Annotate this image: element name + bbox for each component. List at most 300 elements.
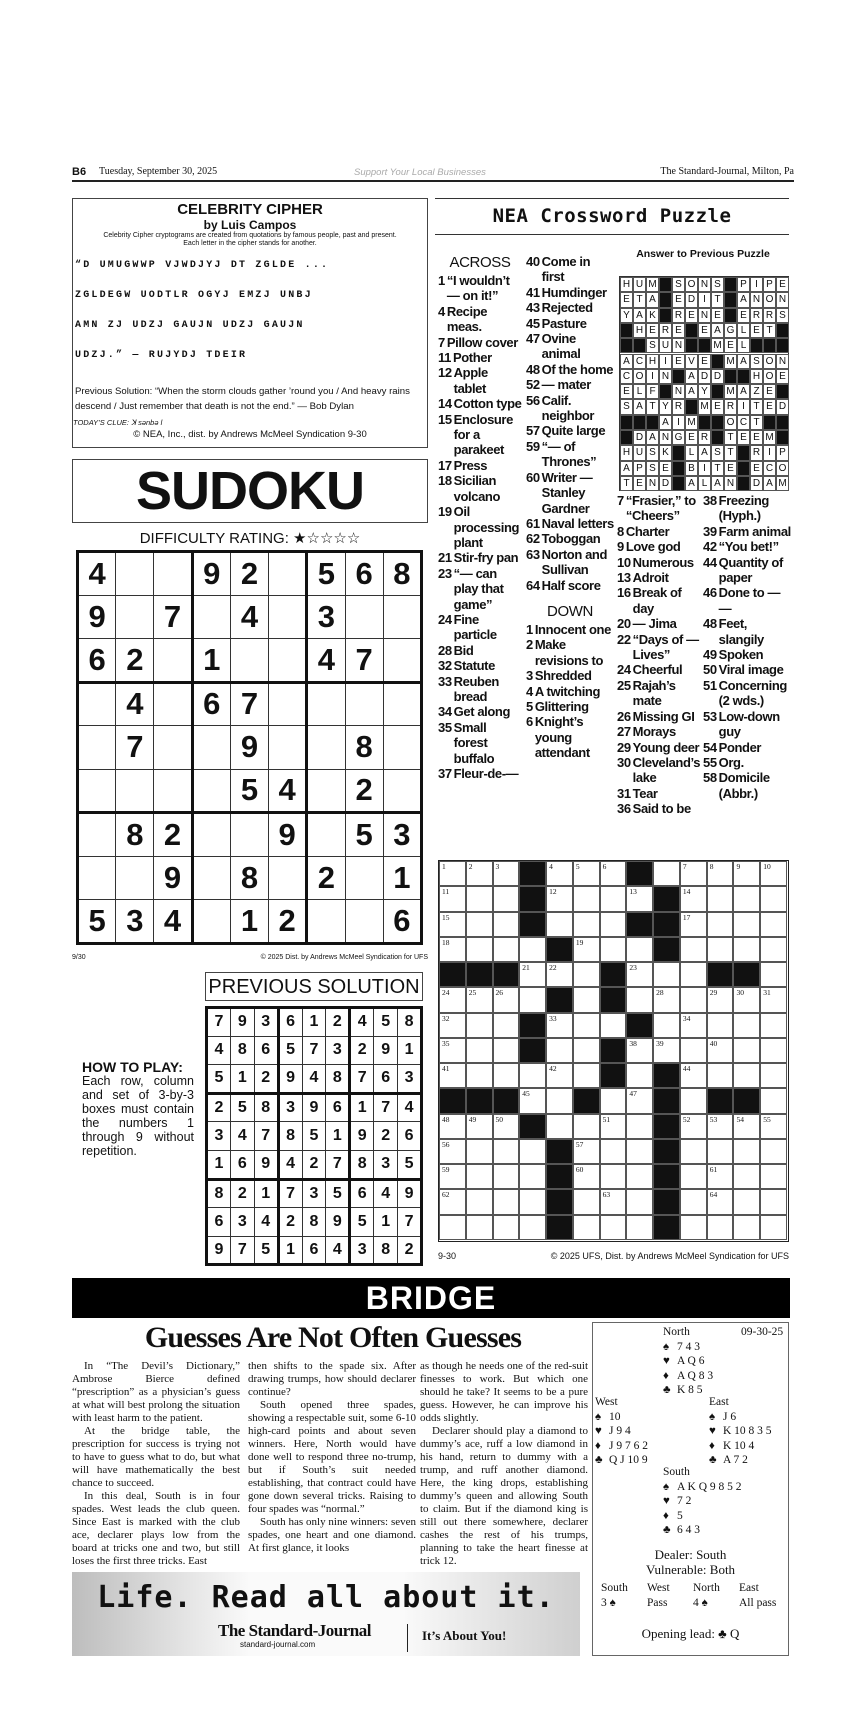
sudoku-cell xyxy=(383,769,421,813)
paragraph: In this deal, South is in four spades. West leads the club queen. Since East is marked with the club ace, declarer plays low from the board at tricks one and two, but still loses the first three tricks. East xyxy=(72,1490,240,1567)
deal-info xyxy=(593,1547,788,1577)
crossword-cell[interactable] xyxy=(653,861,680,886)
black-square xyxy=(685,323,698,338)
crossword-cell[interactable] xyxy=(680,1038,707,1063)
answer-cell: R xyxy=(672,399,685,414)
crossword-cell[interactable] xyxy=(680,937,707,962)
black-square xyxy=(653,1189,680,1214)
clue-text: Tear xyxy=(632,785,658,801)
sudoku-cell: 5 xyxy=(307,552,345,596)
answer-cell: A xyxy=(685,369,698,384)
clue-number: 57 xyxy=(526,423,540,439)
sudoku-cell: 5 xyxy=(326,1179,350,1208)
crossword-cell[interactable] xyxy=(493,937,520,962)
crossword-cell[interactable] xyxy=(600,1139,627,1164)
sudoku-cell: 2 xyxy=(116,639,154,683)
crossword-cell[interactable] xyxy=(573,912,600,937)
crossword-cell[interactable] xyxy=(733,1063,760,1088)
crossword-cell[interactable] xyxy=(760,912,787,937)
answer-cell: E xyxy=(698,354,711,369)
sudoku-cell: 7 xyxy=(230,682,268,726)
cipher-line: ZGLDEGW UODTLR OGYJ EMZJ UNBJ xyxy=(75,290,313,301)
black-square xyxy=(653,1088,680,1113)
crossword-cell[interactable] xyxy=(519,1189,546,1214)
crossword-cell[interactable] xyxy=(626,1139,653,1164)
crossword-cell[interactable] xyxy=(680,1215,707,1240)
cell-number: 6 xyxy=(602,862,607,871)
previous-solution-title: PREVIOUS SOLUTION xyxy=(205,972,423,1001)
crossword-cell[interactable] xyxy=(439,937,466,962)
clue xyxy=(526,439,614,470)
sudoku-cell: 8 xyxy=(350,1150,374,1179)
clue xyxy=(617,786,701,801)
crossword-cell[interactable] xyxy=(680,1114,707,1139)
cipher-clue: TODAY’S CLUE: ꓘ sǝnbǝ l xyxy=(73,418,163,427)
black-square xyxy=(600,962,627,987)
crossword-cell[interactable] xyxy=(573,1189,600,1214)
crossword-cell[interactable] xyxy=(600,1215,627,1240)
hearts: K 10 8 3 5 xyxy=(723,1425,772,1438)
bridge-banner: BRIDGE xyxy=(72,1278,790,1318)
black-square xyxy=(653,937,680,962)
crossword-cell[interactable] xyxy=(466,937,493,962)
crossword-cell[interactable] xyxy=(600,1114,627,1139)
sudoku-cell: 6 xyxy=(230,1150,254,1179)
answer-cell: R xyxy=(750,308,763,323)
crossword-cell[interactable] xyxy=(626,886,653,911)
crossword-cell[interactable] xyxy=(573,1038,600,1063)
black-square xyxy=(711,430,724,445)
answer-cell: O xyxy=(763,369,776,384)
crossword-cell[interactable] xyxy=(760,1114,787,1139)
crossword-cell[interactable] xyxy=(760,1063,787,1088)
clue-number: 2 xyxy=(526,637,533,653)
crossword-cell[interactable] xyxy=(493,912,520,937)
crossword-cell[interactable] xyxy=(546,1013,573,1038)
crossword-cell[interactable] xyxy=(546,912,573,937)
sudoku-cell: 5 xyxy=(278,1036,302,1065)
crossword-cell[interactable] xyxy=(680,987,707,1012)
crossword-cell[interactable] xyxy=(733,987,760,1012)
crossword-cell[interactable] xyxy=(466,912,493,937)
clue xyxy=(617,555,701,570)
crossword-cell[interactable] xyxy=(600,912,627,937)
diamonds: K 10 4 xyxy=(723,1439,755,1452)
crossword-cell[interactable] xyxy=(573,1139,600,1164)
answer-cell: D xyxy=(698,369,711,384)
crossword-cell[interactable] xyxy=(600,1189,627,1214)
crossword-cell[interactable] xyxy=(680,1139,707,1164)
crossword-cell[interactable] xyxy=(626,1088,653,1113)
sudoku-cell: 3 xyxy=(230,1208,254,1237)
crossword-cell[interactable] xyxy=(733,1114,760,1139)
clue-text: Org. xyxy=(718,754,744,770)
answer-cell: M xyxy=(698,399,711,414)
clue xyxy=(703,647,793,662)
crossword-cell[interactable] xyxy=(493,1189,520,1214)
crossword-cell[interactable] xyxy=(466,1063,493,1088)
crossword-cell[interactable] xyxy=(680,886,707,911)
bid: Pass xyxy=(647,1596,668,1609)
crossword-cell[interactable] xyxy=(439,1189,466,1214)
crossword-cell[interactable] xyxy=(600,886,627,911)
clue xyxy=(617,539,701,554)
crossword-cell[interactable] xyxy=(733,1189,760,1214)
crossword-cell[interactable] xyxy=(733,912,760,937)
clue-text: Recipe meas. xyxy=(446,303,488,335)
crossword-cell[interactable] xyxy=(760,1189,787,1214)
crossword-cell[interactable] xyxy=(707,886,734,911)
answer-cell: Y xyxy=(620,308,633,323)
cell-number: 38 xyxy=(629,1038,637,1048)
answer-cell: A xyxy=(685,384,698,399)
clue-text: Cotton type xyxy=(453,396,522,412)
crossword-cell[interactable] xyxy=(733,937,760,962)
crossword-cell[interactable] xyxy=(733,1038,760,1063)
black-square xyxy=(493,1088,520,1113)
crossword-cell[interactable] xyxy=(466,886,493,911)
clue-number: 54 xyxy=(703,739,717,755)
crossword-cell[interactable] xyxy=(653,962,680,987)
crossword-cell[interactable] xyxy=(600,1088,627,1113)
crossword-cell[interactable] xyxy=(573,1013,600,1038)
sudoku-cell: 2 xyxy=(278,1208,302,1237)
answer-cell: A xyxy=(620,354,633,369)
sudoku-cell: 2 xyxy=(154,813,192,857)
black-square xyxy=(659,292,672,307)
crossword-cell[interactable] xyxy=(466,1139,493,1164)
crossword-cell[interactable] xyxy=(680,1189,707,1214)
sudoku-cell: 4 xyxy=(326,1236,350,1265)
crossword-cell[interactable] xyxy=(439,1063,466,1088)
crossword-cell[interactable] xyxy=(439,1164,466,1189)
answer-cell: O xyxy=(763,354,776,369)
spades: 10 xyxy=(609,1410,621,1423)
crossword-cell[interactable] xyxy=(760,1013,787,1038)
clue-text: Small forest buffalo xyxy=(453,719,495,766)
crossword-cell[interactable] xyxy=(546,1114,573,1139)
answer-cell: L xyxy=(633,384,646,399)
clue xyxy=(703,539,793,554)
crossword-cell[interactable] xyxy=(626,962,653,987)
clue-text: A twitching xyxy=(534,683,601,699)
clue-number: 4 xyxy=(438,303,445,319)
clue xyxy=(617,585,701,616)
crossword-cell[interactable] xyxy=(466,1189,493,1214)
clue xyxy=(438,766,522,781)
page-header xyxy=(72,166,794,182)
crossword-cell[interactable] xyxy=(707,1139,734,1164)
crossword-cell[interactable] xyxy=(493,1164,520,1189)
crossword-cell[interactable] xyxy=(519,937,546,962)
crossword-cell[interactable] xyxy=(546,1063,573,1088)
cell-number: 40 xyxy=(709,1038,718,1048)
clue-number: 36 xyxy=(617,801,631,817)
crossword-cell[interactable] xyxy=(573,937,600,962)
crossword-date: 9-30 xyxy=(438,1251,457,1261)
answer-cell: E xyxy=(685,430,698,445)
crossword-cell[interactable] xyxy=(439,1139,466,1164)
crossword-cell[interactable] xyxy=(573,861,600,886)
crossword-cell[interactable] xyxy=(653,1038,680,1063)
answer-cell: H xyxy=(620,445,633,460)
crossword-cell[interactable] xyxy=(466,987,493,1012)
crossword-cell[interactable] xyxy=(733,1139,760,1164)
clue-text: Domicile (Abbr.) xyxy=(718,770,770,801)
crossword-cell[interactable] xyxy=(680,1088,707,1113)
bridge-column-1 xyxy=(72,1360,240,1568)
crossword-cell[interactable] xyxy=(493,1013,520,1038)
crossword-cell[interactable] xyxy=(493,987,520,1012)
black-square xyxy=(600,987,627,1012)
crossword-cell[interactable] xyxy=(439,1215,466,1240)
crossword-cell[interactable] xyxy=(493,1038,520,1063)
clue xyxy=(617,632,701,663)
cell-number: 25 xyxy=(468,988,477,998)
crossword-cell[interactable] xyxy=(626,1063,653,1088)
crossword-cell[interactable] xyxy=(760,1038,787,1063)
sudoku-cell: 9 xyxy=(374,1036,398,1065)
crossword-cell[interactable] xyxy=(626,1114,653,1139)
cell-number: 44 xyxy=(682,1064,691,1074)
answer-cell: D xyxy=(776,399,789,414)
answer-cell: M xyxy=(646,277,659,292)
clue xyxy=(617,662,701,677)
crossword-cell[interactable] xyxy=(760,1215,787,1240)
crossword-cell[interactable] xyxy=(626,1189,653,1214)
crossword-cell[interactable] xyxy=(680,1164,707,1189)
crossword-cell[interactable] xyxy=(680,1063,707,1088)
crossword-cell[interactable] xyxy=(546,1088,573,1113)
club-icon: ♣ xyxy=(663,1384,671,1397)
crossword-cell[interactable] xyxy=(439,912,466,937)
crossword-cell[interactable] xyxy=(466,1038,493,1063)
crossword-cell[interactable] xyxy=(439,1038,466,1063)
crossword-cell[interactable] xyxy=(600,861,627,886)
crossword-cell[interactable] xyxy=(519,1215,546,1240)
crossword-cell[interactable] xyxy=(519,1164,546,1189)
sudoku-cell: 8 xyxy=(345,726,383,770)
crossword-cell[interactable] xyxy=(493,1114,520,1139)
crossword-cell[interactable] xyxy=(733,1215,760,1240)
crossword-cell[interactable] xyxy=(493,1063,520,1088)
answer-cell: S xyxy=(711,445,724,460)
crossword-title: NEA Crossword Puzzle xyxy=(435,198,789,235)
black-square xyxy=(653,1164,680,1189)
crossword-cell[interactable] xyxy=(760,861,787,886)
crossword-cell[interactable] xyxy=(439,886,466,911)
clue xyxy=(438,412,522,458)
crossword-cell[interactable] xyxy=(733,1164,760,1189)
crossword-cell[interactable] xyxy=(653,987,680,1012)
answer-cell: S xyxy=(646,445,659,460)
crossword-cell[interactable] xyxy=(493,861,520,886)
across-heading: ACROSS xyxy=(449,254,511,271)
crossword-cell[interactable] xyxy=(760,962,787,987)
clue xyxy=(438,458,522,473)
sudoku-cell: 1 xyxy=(350,1093,374,1122)
clue xyxy=(703,662,793,677)
crossword-cell[interactable] xyxy=(439,1114,466,1139)
crossword-cell[interactable] xyxy=(626,1164,653,1189)
crossword-cell[interactable] xyxy=(653,1013,680,1038)
black-square xyxy=(707,962,734,987)
crossword-cell[interactable] xyxy=(733,861,760,886)
answer-cell: U xyxy=(659,338,672,353)
crossword-cell[interactable] xyxy=(626,937,653,962)
crossword-cell[interactable] xyxy=(707,1215,734,1240)
clue-number: 12 xyxy=(438,365,452,381)
crossword-cell[interactable] xyxy=(600,1164,627,1189)
sudoku-cell: 7 xyxy=(254,1122,278,1151)
clue xyxy=(703,678,793,709)
answer-cell: E xyxy=(620,292,633,307)
spades: A K Q 9 8 5 2 xyxy=(677,1480,742,1493)
black-square xyxy=(653,1063,680,1088)
club-icon: ♣ xyxy=(595,1454,603,1467)
crossword-cell[interactable] xyxy=(519,1088,546,1113)
cell-number: 63 xyxy=(602,1190,611,1200)
crossword-cell[interactable] xyxy=(439,1013,466,1038)
cell-number: 4 xyxy=(549,862,553,871)
sudoku-cell xyxy=(78,682,116,726)
answer-cell: N xyxy=(672,338,685,353)
crossword-cell[interactable] xyxy=(680,912,707,937)
paragraph: South opened three spades, showing a respectable suit, some 6-10 high-card points and about seven winners. Here, North would have done well to respond three no-trump, but if South’s suit needed establishing, that contract could have gone down several tricks. Raising to four spades was “normal.” xyxy=(248,1399,416,1515)
crossword-cell[interactable] xyxy=(466,861,493,886)
sudoku-cell xyxy=(78,813,116,857)
crossword-cell[interactable] xyxy=(573,1215,600,1240)
crossword-cell[interactable] xyxy=(760,1164,787,1189)
sudoku-cell xyxy=(307,900,345,944)
crossword-cell[interactable] xyxy=(546,1038,573,1063)
crossword-cell[interactable] xyxy=(573,886,600,911)
crossword-cell[interactable] xyxy=(707,861,734,886)
crossword-cell[interactable] xyxy=(760,1088,787,1113)
crossword-cell[interactable] xyxy=(439,987,466,1012)
crossword-cell[interactable] xyxy=(546,861,573,886)
sudoku-cell: 3 xyxy=(254,1008,278,1037)
crossword-cell[interactable] xyxy=(680,962,707,987)
sudoku-cell: 5 xyxy=(230,1093,254,1122)
cell-number: 56 xyxy=(442,1139,450,1149)
sudoku-cell: 3 xyxy=(278,1093,302,1122)
crossword-cell[interactable] xyxy=(707,1063,734,1088)
clue xyxy=(526,393,614,424)
crossword-cell[interactable] xyxy=(733,886,760,911)
crossword-cell[interactable] xyxy=(707,1164,734,1189)
crossword-cell[interactable] xyxy=(707,937,734,962)
clue-text: Ovine animal xyxy=(541,331,581,362)
clue-number: 18 xyxy=(438,473,452,489)
crossword-cell[interactable] xyxy=(519,1063,546,1088)
answer-cell: M xyxy=(711,338,724,353)
crossword-cell[interactable] xyxy=(760,886,787,911)
clue-text: Love god xyxy=(625,539,681,555)
crossword-cell[interactable] xyxy=(680,1013,707,1038)
sudoku-cell: 5 xyxy=(78,900,116,944)
crossword-cell[interactable] xyxy=(680,861,707,886)
crossword-cell[interactable] xyxy=(466,1114,493,1139)
crossword-cell[interactable] xyxy=(573,1114,600,1139)
crossword-cell[interactable] xyxy=(519,962,546,987)
crossword-cell[interactable] xyxy=(707,987,734,1012)
cell-number: 10 xyxy=(763,862,771,871)
crossword-cell[interactable] xyxy=(707,1013,734,1038)
crossword-cell[interactable] xyxy=(546,962,573,987)
crossword-cell[interactable] xyxy=(626,1215,653,1240)
hand-label: East xyxy=(709,1396,729,1408)
crossword-cell[interactable] xyxy=(519,1139,546,1164)
crossword-cell[interactable] xyxy=(466,1164,493,1189)
clue xyxy=(438,674,522,705)
sudoku-cell: 9 xyxy=(154,856,192,900)
cell-number: 59 xyxy=(442,1165,450,1175)
crossword-cell[interactable] xyxy=(573,987,600,1012)
crossword-cell[interactable] xyxy=(760,1139,787,1164)
sudoku-cell: 4 xyxy=(230,595,268,639)
crossword-cell[interactable] xyxy=(760,987,787,1012)
crossword-cell[interactable] xyxy=(466,1013,493,1038)
west-hand xyxy=(595,1395,648,1468)
crossword-cell[interactable] xyxy=(439,861,466,886)
sudoku-cell xyxy=(154,552,192,596)
clue xyxy=(617,493,701,524)
clue-column-3 xyxy=(617,493,701,817)
sudoku-cell xyxy=(269,595,307,639)
header-slogan: Support Your Local Businesses xyxy=(354,167,486,178)
clue-number: 33 xyxy=(438,673,452,689)
crossword-cell[interactable] xyxy=(493,886,520,911)
heart-icon: ♥ xyxy=(709,1425,716,1438)
crossword-cell[interactable] xyxy=(600,937,627,962)
clue-number: 22 xyxy=(617,631,631,647)
black-square xyxy=(724,292,737,307)
crossword-cell[interactable] xyxy=(707,1189,734,1214)
black-square xyxy=(672,461,685,476)
crossword-cell[interactable] xyxy=(760,937,787,962)
clue xyxy=(703,524,793,539)
crossword-cell[interactable] xyxy=(493,1139,520,1164)
clue-number: 28 xyxy=(438,642,452,658)
crossword-cell[interactable] xyxy=(573,1063,600,1088)
clue-text: Oil processing plant xyxy=(453,504,520,550)
crossword-cell[interactable] xyxy=(519,987,546,1012)
crossword-cell[interactable] xyxy=(573,962,600,987)
crossword-cell[interactable] xyxy=(600,1013,627,1038)
clue xyxy=(438,704,522,719)
crossword-cell[interactable] xyxy=(626,1038,653,1063)
bridge-deal-diagram xyxy=(592,1322,789,1656)
sudoku-cell: 4 xyxy=(154,900,192,944)
crossword-cell[interactable] xyxy=(493,1215,520,1240)
answer-cell: C xyxy=(633,354,646,369)
crossword-cell[interactable] xyxy=(573,1164,600,1189)
black-square xyxy=(711,415,724,430)
sudoku-cell: 7 xyxy=(350,1065,374,1094)
crossword-cell[interactable] xyxy=(466,1215,493,1240)
crossword-cell[interactable] xyxy=(626,987,653,1012)
crossword-cell[interactable] xyxy=(707,1114,734,1139)
sudoku-cell: 4 xyxy=(230,1122,254,1151)
crossword-cell[interactable] xyxy=(733,1013,760,1038)
crossword-cell[interactable] xyxy=(546,886,573,911)
crossword-cell[interactable] xyxy=(707,912,734,937)
sudoku-cell xyxy=(269,552,307,596)
crossword-cell[interactable] xyxy=(707,1038,734,1063)
cell-number: 2 xyxy=(468,862,473,871)
sudoku-cell: 2 xyxy=(398,1236,422,1265)
